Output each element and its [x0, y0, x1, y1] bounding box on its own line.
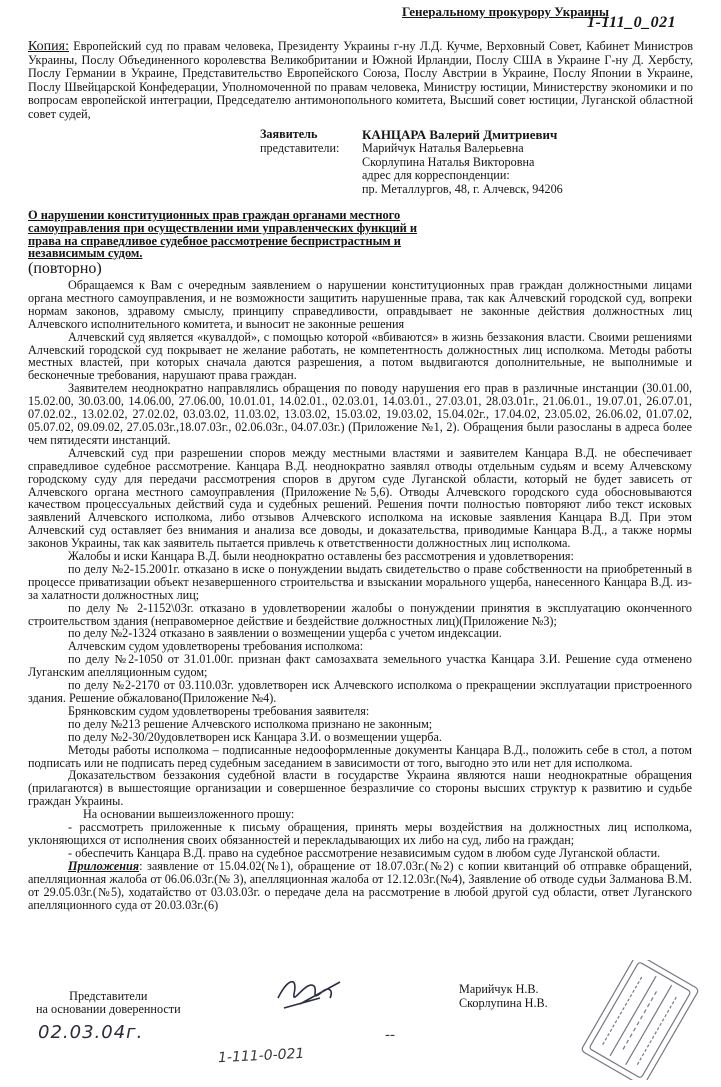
- handwritten-code: 1-111-0-021: [217, 1045, 305, 1067]
- attachments: [28, 860, 692, 912]
- paragraph: Методы работы исполкома – подписанные недооформленные документы Канцара В.Д., положить себе в стол, а потом подписать или не подписать перед судебным заседанием в зависимости от того, выгодно это или нет для исполкома.: [28, 742, 692, 770]
- repeat-note: (повторно): [28, 260, 102, 277]
- paragraph: по делу №2-30/20удовлетворен иск Канцара З.И. о возмещении ущерба.: [68, 729, 442, 744]
- document-code: 1-111_0_021: [587, 14, 677, 31]
- sig-right-line1: Марийчук Н.В.: [459, 982, 539, 996]
- copy-label: Копия:: [28, 39, 69, 54]
- paragraph: по делу №2-15.2001г. отказано в иске о понуждении выдать свидетельство о праве собственности на приобретенный в процессе приватизации объект незавершенного строительства и взыскании морального ущерба, нанесенного Канцара В.Д. из-за халатности должностных лиц;: [28, 561, 692, 602]
- representative-2: Скорлупина Наталья Викторовна: [362, 154, 535, 169]
- paragraph: по делу № 2-1152\03г. отказано в удовлетворении жалобы о понуждении принятия в эксплуатацию оконченного строительством здания (неправомерное действие и бездействие должностных лиц)(Приложение №3);: [28, 600, 692, 628]
- sig-right-line2: Скорлупина Н.В.: [459, 995, 548, 1010]
- representative-1: Марийчук Наталья Валерьевна: [362, 140, 524, 155]
- paragraph: по делу №2-1324 отказано в заявлении о возмещении ущерба с учетом индексации.: [68, 626, 502, 641]
- paragraph: - обеспечить Канцара В.Д. право на судебное рассмотрение независимым судом в любом суде Луганской области.: [68, 845, 661, 860]
- paragraph: Брянковским судом удовлетворены требования заявителя:: [68, 703, 370, 718]
- handwritten-signature: [270, 968, 350, 1013]
- handwritten-date: 02.03.04г.: [38, 1022, 144, 1043]
- paragraph: по делу №2-1050 от 31.01.00г. признан факт самозахвата земельного участка Канцара З.И. Решение суда отменено Луганским апелляционным судом;: [28, 652, 692, 680]
- handwritten-dash: --: [385, 1027, 395, 1043]
- representatives-signature-label: [36, 990, 181, 1016]
- paragraph: по делу №2-2170 от 03.110.03г. удовлетворен иск Алчевского исполкома о прекращении эксплуатации пристроенного здания. Решение обжаловано(Приложение №4).: [28, 678, 692, 705]
- attachments-text: : заявление от 15.04.02(№1), обращение от 18.07.03г.(№2) с копии квитанций об отправке обращений, апелляционная жалоба от 06.06.03г.(№ 3), апелляционная жалоба от 12.12.03г.(№4), Заявление об отводе судьи Залманова В.М. от 29.05.03г.(№5), ходатайство от 03.03.03г. о передаче дела на рассмотрение в любой другой суд области, ответ Луганского апелляционного суда от 20.03.03г.(6): [28, 858, 692, 912]
- copy-text: Европейский суд по правам человека, Президенту Украины г-ну Л.Д. Кучме, Верховный Совет, Кабинет Министров Украины, Послу Объединенного королевства Великобритании и Южной Ирландии, Послу США в Украине Г-ну Д. Хербсту, Послу Германии в Украине, Представительство Европейского Союза, Послу Австрии в Украине, Послу Японии в Украине, Послу Швейцарской Конфедерации, Уполномоченной по правам человека, Министру юстиции, Министерству экономики и по вопросам европейской интеграции, Председателю антимонопольного комитета, Высший совет юстиции, Луганской областной совет судей,: [28, 39, 693, 121]
- applicant-label: Заявитель: [260, 127, 318, 141]
- address-label: адрес для корреспонденции:: [362, 168, 510, 183]
- sig-left-line1: Представители: [69, 989, 148, 1003]
- paragraph: Обращаемся к Вам с очередным заявлением о нарушении конституционных прав граждан должностными лицами органа местного самоуправления, и не возможности защитить нарушенные права, так как Алчевский городской суд, вопреки нормам законов, здравому смыслу, принципу справедливости, оправдывает не законные действия должностных лиц Алчевского исполнительного комитета, и выносит не законные решения: [28, 278, 692, 331]
- paragraph: На основании вышеизложенного прошу:: [83, 807, 295, 822]
- copy-recipients: [28, 40, 693, 122]
- representatives-label: представители:: [260, 140, 340, 155]
- paragraph: Алчевский суд при разрешении споров между местными властями и заявителем Канцара В.Д. не обеспечивает справедливое судебное рассмотрение. Канцара В.Д. неоднократно заявлял отводы отдельным судьям и всему Алчевскому городскому суду для передачи рассмотрения споров в другом суде Луганской области, который не будет зависеть от Алчевского органа местного самоуправления (Приложение№5,6). Отводы Алчевского городского суда обосновываются качеством процессуальных действий суда и судебных решений. Решения почти полностью повторяют либо текст исковых заявлений Алчевского исполкома, либо отзывов Алчевского исполкома на исковые заявления Канцара В.Д. При этом Алчевский суд оставляет без внимания и анализа все доводы, и доказательства, приводимые Канцара В.Д., а также нормы законов Украины, так как заявитель пытается привлечь к ответственности должностных лиц исполкома.: [28, 445, 692, 551]
- paragraph: по делу №213 решение Алчевского исполкома признано не законным;: [68, 716, 433, 731]
- paragraph: - рассмотреть приложенные к письму обращения, принять меры воздействия на должностных лиц исполкома, уклоняющихся от исполнения своих обязанностей и перекладывающих их либо на суд, либо на граждан;: [28, 820, 692, 847]
- addressee: Генеральному прокурору Украины: [402, 4, 610, 19]
- attachments-label: Приложения: [68, 858, 140, 873]
- paragraph: Алчевским судом удовлетворены требования исполкома:: [68, 639, 364, 654]
- paragraph: Алчевский суд является «кувалдой», с помощью которой «вбиваются» в жизнь беззакония власти. Своими решениями Алчевский городской суд покрывает не желание работать, не компетентность должностных лиц исполкома. Методы работы местных властей, при которых сначала даются разрешения, а потом выдвигаются дополнительные, не выполнимые и бесконечные требования, нарушают права граждан.: [28, 329, 692, 383]
- stamp-icon: [570, 960, 710, 1080]
- paragraph: Доказательством беззакония судебной власти в государстве Украина являются наши неоднократные обращения (прилагаются) в вышестоящие организации и совершенное безразличие со стороны высших структур к развитию и судьбе граждан Украины.: [28, 768, 692, 809]
- address: пр. Металлургов, 48, г. Алчевск, 94206: [362, 182, 563, 197]
- letter-body: [28, 279, 692, 911]
- representatives-names: [459, 983, 548, 1010]
- paragraph: Заявителем неоднократно направлялись обращения по поводу нарушения его прав в различные инстанции (30.01.00, 15.02.00, 30.03.00, 14.06.00, 27.06.00, 10.01.01, 14.02.01., 02.03.01, 14.03.01., 27.03.01, 28.03.01г., 21.06.01., 19.07.01, 26.07.01, 07.02.02., 13.02.02, 27.02.02, 03.03.02, 11.03.02, 13.03.02, 15.03.02, 19.03.02, 15.04.02г., 17.04.02, 23.05.02, 26.06.02, 01.07.02, 05.07.02, 09.09.02, 27.05.03г.,18.07.03г., 02.06.03г., 04.07.03г.) (Приложение №1, 2). Обращения были разосланы в адреса более чем пятидесяти инстанций.: [28, 381, 692, 447]
- applicant-name: КАНЦАРА Валерий Дмитриевич: [362, 127, 558, 142]
- applicant-block: [260, 128, 563, 197]
- paragraph: Жалобы и иски Канцара В.Д. были неоднократно оставлены без рассмотрения и удовлетворения:: [68, 549, 574, 564]
- sig-left-line2: на основании доверенности: [36, 1002, 181, 1016]
- subject-line: О нарушении конституционных прав граждан органами местного самоуправления при осуществлении ими управленческих функций и права на справедливое судебное рассмотрение беспристрастным и независимым судом.: [28, 208, 417, 261]
